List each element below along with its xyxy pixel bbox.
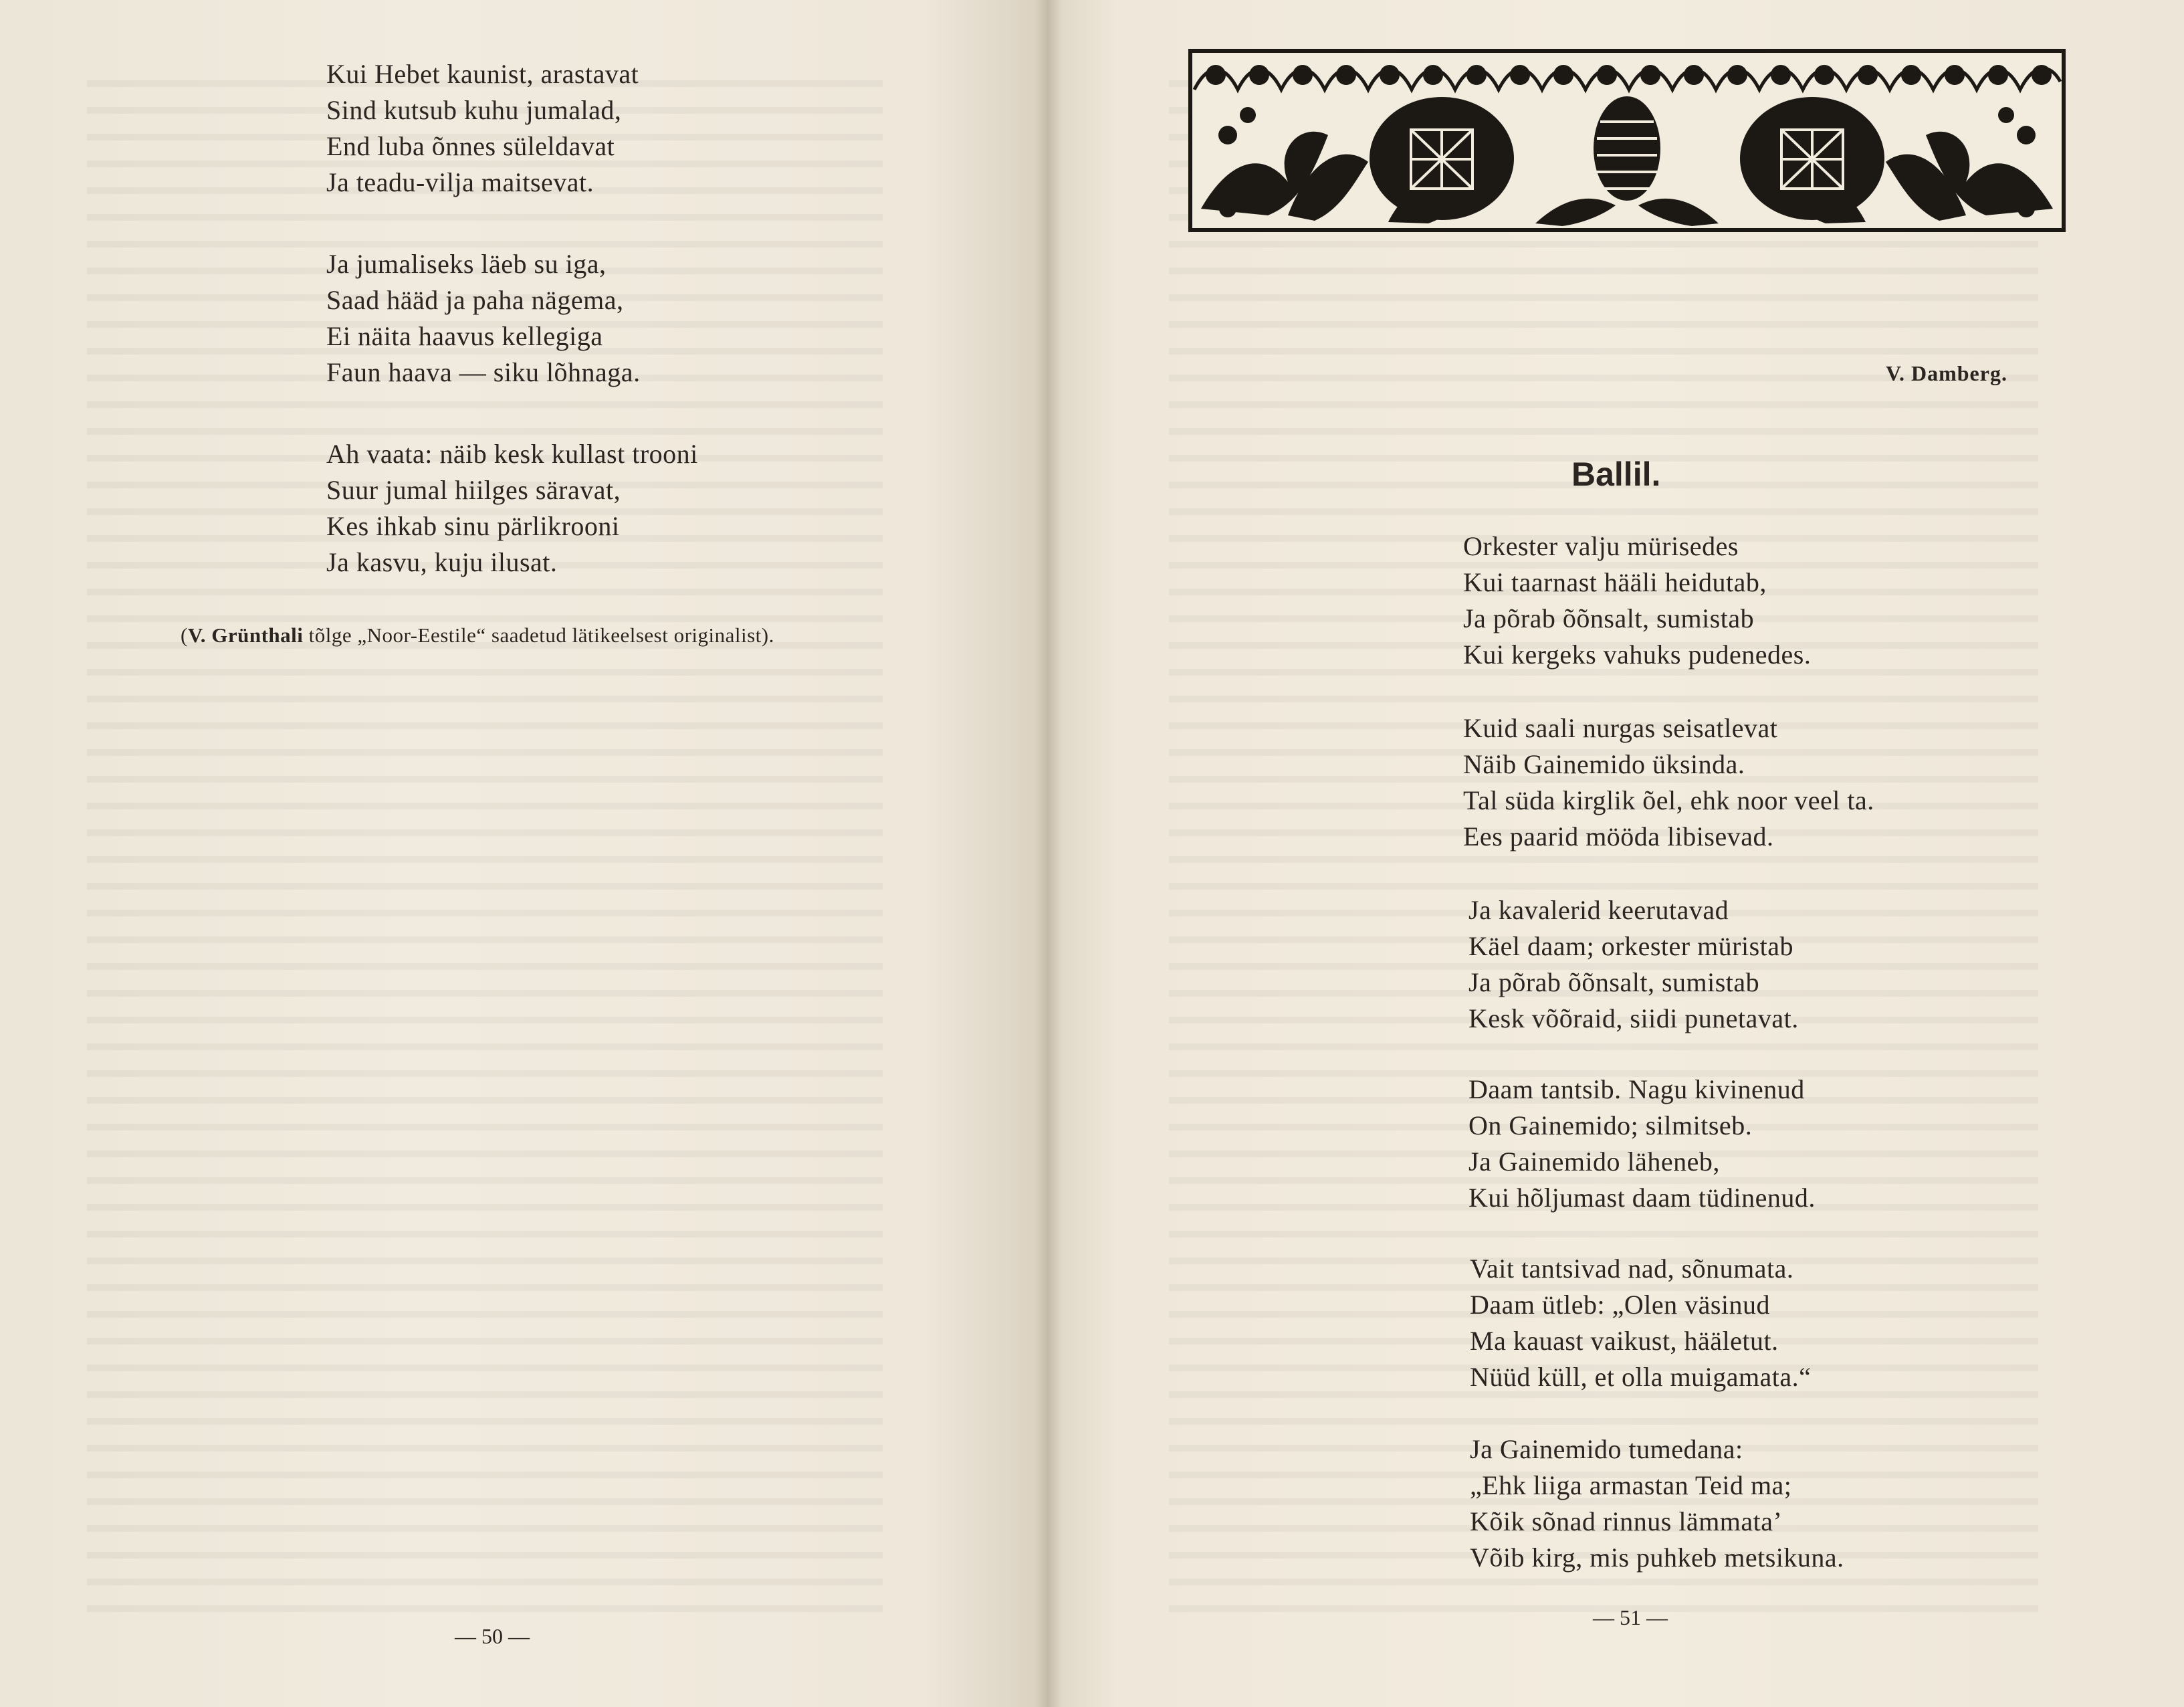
verse-line: Kõik sõnad rinnus lämmata’: [1470, 1506, 1783, 1536]
verse-line: Kesk võõraid, siidi punetavat.: [1468, 1003, 1799, 1033]
verse-line: Ma kauast vaikust, hääletut.: [1470, 1326, 1779, 1356]
verse-line: Tal süda kirglik õel, ehk noor veel ta.: [1463, 785, 1874, 815]
verse-line: Ja kasvu, kuju ilusat.: [326, 547, 558, 577]
verse-line: Daam ütleb: „Olen väsinud: [1470, 1290, 1771, 1320]
poem-stanza: [326, 56, 639, 201]
verse-line: Kes ihkab sinu pärlikrooni: [326, 511, 620, 541]
verse-line: Vait tantsivad nad, sõnumata.: [1470, 1253, 1794, 1284]
verse-line: Kui Hebet kaunist, arastavat: [326, 59, 639, 89]
poem-stanza: [1470, 1431, 1844, 1576]
verse-line: Kui kergeks vahuks pudenedes.: [1463, 639, 1812, 670]
folk-tulip-border-ornament: [1188, 48, 2066, 233]
verse-line: Ja kavalerid keerutavad: [1468, 895, 1729, 925]
verse-line: „Ehk liiga armastan Teid ma;: [1470, 1470, 1792, 1500]
verse-line: Ah vaata: näib kesk kullast trooni: [326, 439, 698, 469]
verse-line: Näib Gainemido üksinda.: [1463, 749, 1745, 779]
verse-line: Ja põrab õõnsalt, sumistab: [1468, 967, 1760, 997]
left-page: [0, 0, 1049, 1707]
verse-line: Faun haava — siku lõhnaga.: [326, 357, 641, 387]
verse-line: Ja põrab õõnsalt, sumistab: [1463, 603, 1755, 633]
verse-line: Kui taarnast hääli heidutab,: [1463, 567, 1767, 597]
verse-line: Nüüd küll, et olla muigamata.“: [1470, 1362, 1812, 1392]
page-number: — 51 —: [1593, 1605, 1668, 1629]
poem-stanza: [326, 436, 698, 581]
verse-line: On Gainemido; silmitseb.: [1468, 1110, 1753, 1140]
poem-stanza: [1468, 892, 1799, 1037]
verse-line: Ei näita haavus kellegiga: [326, 321, 603, 351]
verse-line: Ja Gainemido läheneb,: [1468, 1146, 1720, 1177]
translator-name: V. Grünthali: [187, 623, 304, 647]
poem-stanza: [1463, 710, 1874, 855]
poem-stanza: [326, 246, 641, 391]
credit-text: tõlge „Noor-Eestile“ saadetud lätikeelsest originalist).: [303, 623, 774, 647]
translation-credit: [181, 623, 774, 647]
verse-line: Sind kutsub kuhu jumalad,: [326, 95, 622, 125]
page-number: — 50 —: [455, 1624, 530, 1648]
poem-stanza: [1463, 528, 1811, 673]
verse-line: Ees paarid mööda libisevad.: [1463, 821, 1774, 851]
poem-stanza: [1470, 1251, 1811, 1395]
poem-title: Ballil.: [1571, 456, 1661, 493]
verse-line: Daam tantsib. Nagu kivinenud: [1468, 1074, 1805, 1104]
verse-line: End luba õnnes süleldavat: [326, 131, 615, 161]
poem-stanza: [1468, 1072, 1816, 1216]
verse-line: Ja Gainemido tumedana:: [1470, 1434, 1743, 1464]
verse-line: Ja jumaliseks läeb su iga,: [326, 249, 607, 279]
credit-prefix: (: [181, 623, 188, 647]
verse-line: Saad hääd ja paha nägema,: [326, 285, 624, 315]
verse-line: Käel daam; orkester müristab: [1468, 931, 1794, 961]
poem-author: V. Damberg.: [1886, 361, 2007, 385]
book-gutter: [1035, 0, 1062, 1707]
verse-line: Suur jumal hiilges säravat,: [326, 475, 621, 505]
verse-line: Kui hõljumast daam tüdinenud.: [1468, 1183, 1816, 1213]
verse-line: Orkester valju mürisedes: [1463, 531, 1739, 561]
verse-line: Ja teadu-vilja maitsevat.: [326, 167, 594, 197]
verse-line: Kuid saali nurgas seisatlevat: [1463, 713, 1778, 743]
verse-line: Võib kirg, mis puhkeb metsikuna.: [1470, 1542, 1844, 1573]
